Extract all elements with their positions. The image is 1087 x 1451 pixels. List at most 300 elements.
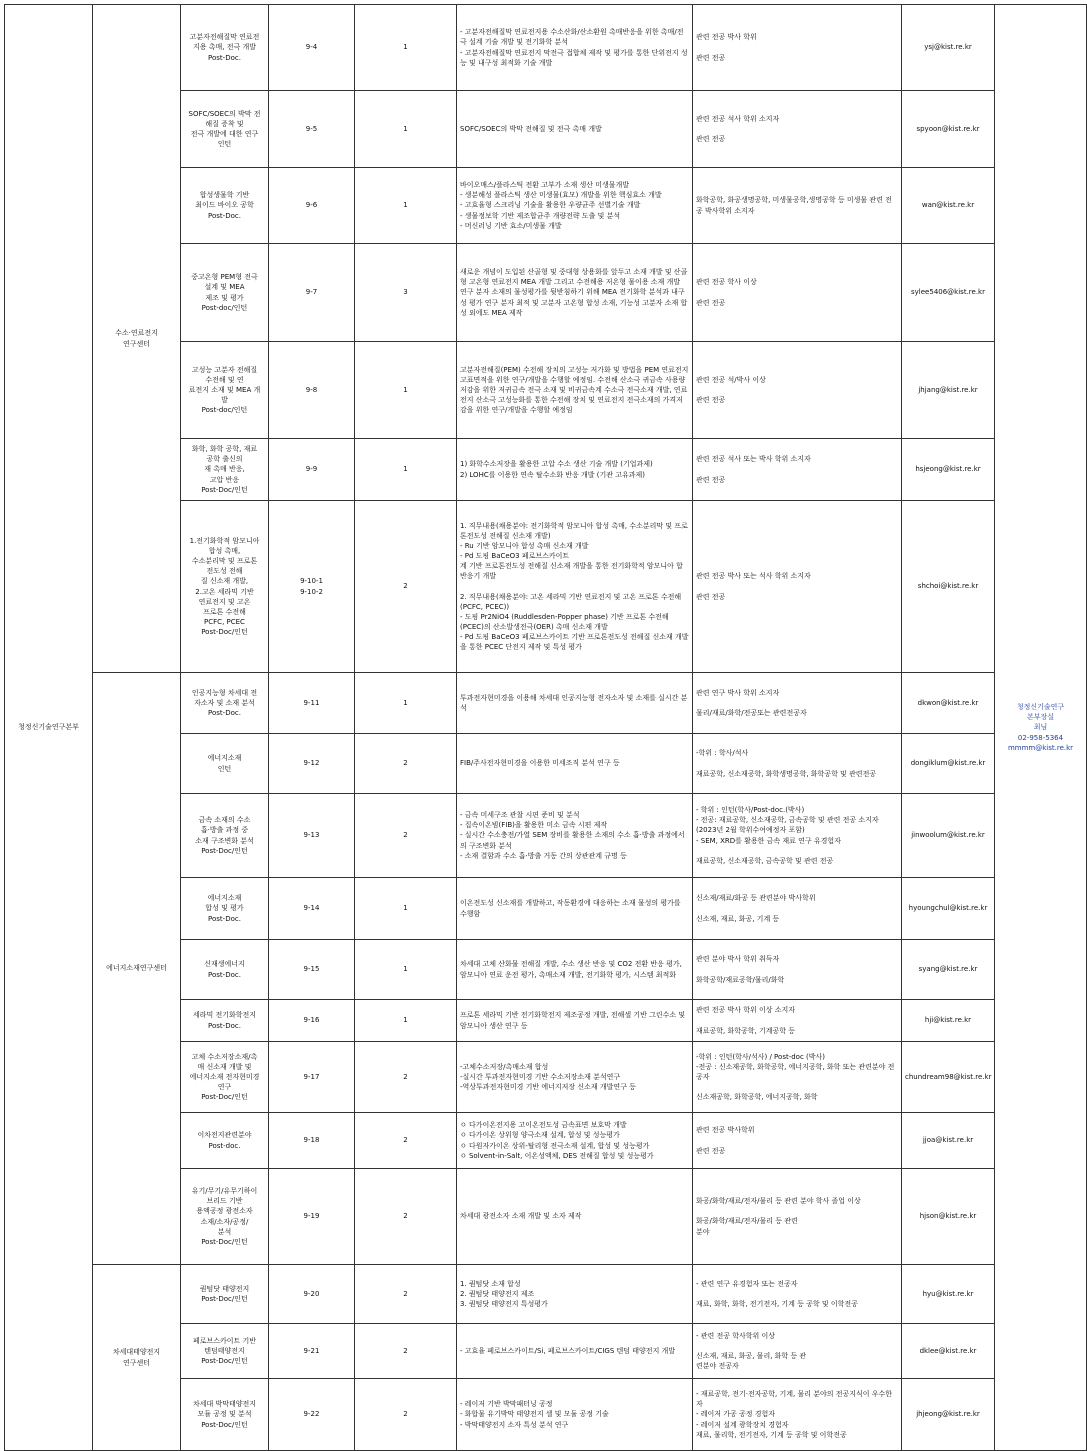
count-cell	[355, 1379, 457, 1451]
count-cell-text: 1	[403, 43, 408, 52]
qualification-cell	[693, 1379, 902, 1451]
count-cell-text: 2	[403, 831, 408, 840]
position-cell	[181, 501, 269, 673]
qualification-line: 관련 전공 석/박사 이상	[696, 375, 766, 384]
position-cell-text: 차세대 박막태양전지 모듈 공정 및 분석 Post-Doc/인턴	[192, 1400, 257, 1429]
count-cell	[355, 1169, 457, 1265]
qualification-line: -학위 : 인턴(학사/석사) / Post-doc (박사)	[696, 1052, 826, 1061]
duties-cell	[457, 1113, 693, 1169]
email-cell	[902, 1000, 995, 1042]
count-cell	[355, 1000, 457, 1042]
position-cell-text: 에너지소재 인턴	[207, 754, 242, 773]
position-cell-text: 이차전지관련분야 Post-doc.	[197, 1131, 252, 1150]
line-gap	[696, 385, 898, 395]
qualification-line: 재료공학, 신소재공학, 금속공학 및 관련 전공	[696, 856, 834, 865]
code-cell-text: 9-19	[303, 1212, 320, 1221]
code-cell	[269, 734, 355, 794]
email-cell-text: shchoi@kist.re.kr	[917, 582, 979, 591]
code-cell	[269, 244, 355, 342]
qualification-line: - 재료공학, 전기·전자공학, 기계, 물리 분야의 전공지식이 우수한 자	[696, 1390, 893, 1409]
duty-line: ㅇ 다가이온 상위형 양극소재 설계, 합성 및 성능평가	[460, 1131, 620, 1140]
duty-line: 2) LOHC를 이용한 연속 탈수소화 반응 개발 (기관 고유과제)	[460, 470, 645, 479]
count-cell-text: 2	[403, 1136, 408, 1145]
email-cell	[902, 501, 995, 673]
position-cell	[181, 794, 269, 878]
duty-line: 바이오매스/플라스틱 전환 고부가 소재 생산 미생물개발	[460, 181, 630, 190]
qualification-line: 재료, 물리학, 전기전자, 기계 등 공학 및 이학전공	[696, 1430, 847, 1439]
line-gap	[696, 43, 898, 53]
code-cell	[269, 1265, 355, 1324]
qualification-line: 재료, 화학, 화학, 전기전자, 기계 등 공학 및 이학전공	[696, 1300, 858, 1308]
position-cell-text: 고체 수소저장소재/촉 매 신소재 개발 및 에너지소재 전자현미경 연구 Post-Doc/인턴	[189, 1052, 260, 1102]
table-row	[5, 5, 1087, 91]
center-cell	[93, 5, 181, 673]
count-cell-text: 2	[403, 1346, 408, 1355]
email-cell	[902, 673, 995, 734]
qualification-line: 관련 분야 박사 학위 취득자	[696, 955, 780, 964]
center-cell-text: 에너지소재연구센터	[106, 964, 167, 973]
qualification-cell	[693, 1169, 902, 1265]
position-cell	[181, 1113, 269, 1169]
qualification-cell	[693, 5, 902, 91]
table-row	[5, 673, 1087, 734]
email-cell-text: dkwon@kist.re.kr	[917, 698, 979, 707]
contact-line: 본부장실	[1026, 713, 1055, 722]
qualification-line: 관련 전공	[696, 592, 726, 601]
duties-cell	[457, 168, 693, 244]
duty-line: -고체수소저장/촉매소재 합성	[460, 1062, 549, 1071]
code-cell-text: 9-6	[305, 201, 318, 210]
code-cell-text: 9-7	[305, 288, 318, 297]
qualification-line: 관련 전공	[696, 53, 726, 62]
qualification-line: -학위 : 학사/석사	[696, 749, 749, 758]
duty-line: - 고분자전해질막 연료전지 막전극 접합체 제작 및 평가를 통한 단위전지 성능 및 내구성 최적화 기술 개발	[460, 48, 688, 67]
code-cell-text: 9-15	[303, 965, 320, 974]
duty-line: -실시간 투과전자현미경 기반 수소저장소재 분석연구	[460, 1072, 621, 1081]
qualification-cell	[693, 342, 902, 439]
email-cell-text: jinwoolum@kist.re.kr	[911, 831, 985, 840]
qualification-line: 화공/화학/재료/전자/물리 등 관련 분야 학사 졸업 이상	[696, 1197, 861, 1206]
duty-line: - 소재 결함과 수소 흡·방출 거동 간의 상관관계 규명 등	[460, 851, 627, 860]
line-gap	[696, 288, 898, 298]
qualification-line: 관련 전공	[696, 475, 726, 484]
center-cell-text: 차세대태양전지 연구센터	[112, 1348, 161, 1367]
contact-line: mmmm@kist.re.kr	[1007, 743, 1074, 752]
qualification-line: 화학공학/재료공학/물리/화학	[696, 975, 785, 984]
position-cell	[181, 91, 269, 168]
position-cell	[181, 1265, 269, 1324]
contact-cell	[995, 5, 1087, 1451]
qualification-cell	[693, 168, 902, 244]
qualification-line: 관련 전공 학사 이상	[696, 278, 757, 287]
qualification-line: 관련 전공	[696, 1146, 726, 1155]
line-gap	[696, 124, 898, 134]
duty-line: 1) 화학수소저장을 활용한 고압 수소 생산 기술 개발 (기업과제)	[460, 460, 653, 469]
position-cell	[181, 1042, 269, 1113]
position-cell-text: 화학, 화학 공학, 재료 공학 출신의 재 촉매 반응, 고압 반응 Post-Doc/인턴	[191, 445, 258, 494]
email-cell-text: syang@kist.re.kr	[918, 965, 978, 974]
email-cell	[902, 168, 995, 244]
line-gap	[696, 698, 898, 708]
code-cell	[269, 673, 355, 734]
email-cell	[902, 1113, 995, 1169]
duty-line: - 생물정보학 기반 제조합균주 개량전략 도출 및 분석	[460, 211, 621, 220]
qualification-cell	[693, 878, 902, 940]
count-cell	[355, 501, 457, 673]
email-cell-text: hsjeong@kist.re.kr	[915, 465, 981, 474]
duty-line: - 고분자전해질막 연료전지용 수소산화/산소환원 촉매반응을 위한 촉매/전극 설계 기술 개발 및 전기화학 분석	[460, 28, 684, 47]
email-cell	[902, 1265, 995, 1324]
email-cell-text: hyoungchul@kist.re.kr	[908, 904, 988, 913]
count-cell	[355, 342, 457, 439]
code-cell-text: 9-14	[303, 904, 320, 913]
count-cell-text: 2	[403, 1212, 408, 1221]
line-gap	[696, 904, 898, 914]
count-cell-text: 2	[403, 1410, 408, 1419]
code-cell-text: 9-10-1 9-10-2	[300, 577, 323, 596]
email-cell-text: sylee5406@kist.re.kr	[911, 288, 985, 297]
position-cell-text: 고성능 고분자 전해질 수전해 및 연 료전지 소재 및 MEA 개 발 Post-doc/인턴	[188, 365, 261, 415]
duty-line: 1. 퀀텀닷 소재 합성	[460, 1279, 521, 1288]
line-gap	[696, 1341, 898, 1351]
email-cell-text: hjson@kist.re.kr	[919, 1212, 977, 1221]
qualification-cell	[693, 244, 902, 342]
duty-line: ㅇ 다가이온전지용 고이온전도성 금속표면 보호막 개발	[460, 1121, 627, 1130]
code-cell	[269, 940, 355, 1000]
count-cell	[355, 5, 457, 91]
email-cell-text: dklee@kist.re.kr	[919, 1346, 977, 1355]
code-cell	[269, 342, 355, 439]
duty-line: FIB/주사전자현미경을 이용한 미세조직 분석 연구 등	[460, 759, 620, 768]
qualification-cell	[693, 1265, 902, 1324]
duty-line: 프로톤 세라믹 기반 전기화학전지 제조공정 개발, 전해셀 기반 그린수소 및 암모니아 생산 연구 등	[460, 1011, 686, 1030]
position-cell	[181, 1000, 269, 1042]
qualification-cell	[693, 1042, 902, 1113]
contact-line: 최님	[1033, 723, 1048, 732]
qualification-line: 관련 연구 박사 학위 소지자	[696, 688, 780, 697]
count-cell-text: 1	[403, 385, 408, 394]
table-row	[5, 1265, 1087, 1324]
duty-line: 차세대 고체 산화물 전해질 개발, 수소 생산 반응 및 CO2 전환 반응 평가, 암모니아 연료 운전 평가, 촉매소재 개발, 전기화학 평가, 시스템 최적화	[460, 960, 682, 979]
duties-cell	[457, 734, 693, 794]
count-cell	[355, 878, 457, 940]
qualification-cell	[693, 1000, 902, 1042]
line-gap	[460, 582, 689, 592]
qualification-line: 신소재, 재료, 화공, 물리, 화학 등 관	[696, 1351, 807, 1360]
position-cell-text: 1.전기화학적 암모니아 합성 촉매, 수소분리막 및 프로톤 전도성 전해 질 신소재 개발, 2.고온 세라믹 기반 연료전지 및 고온 프로톤 수전해 PCFC, PCEC Post-Doc/인턴	[189, 536, 260, 637]
code-cell-text: 9-18	[303, 1136, 320, 1145]
duties-cell	[457, 1265, 693, 1324]
qualification-line: 화공/화학/재료/전자/물리 등 관련	[696, 1217, 798, 1226]
contact-line: 청정신기술연구	[1016, 703, 1065, 712]
count-cell	[355, 794, 457, 878]
count-cell-text: 2	[403, 582, 408, 591]
code-cell-text: 9-12	[303, 759, 320, 768]
code-cell-text: 9-17	[303, 1072, 320, 1081]
duty-line: - 고효율형 스크리닝 기술을 활용한 우량균주 선별기술 개발	[460, 201, 641, 210]
count-cell-text: 3	[403, 288, 408, 297]
position-cell-text: SOFC/SOEC의 박막 전 해질 증착 및 전극 개발에 대한 연구 인턴	[188, 109, 261, 149]
position-cell	[181, 734, 269, 794]
count-cell	[355, 1042, 457, 1113]
duty-line: - 집속이온빔(FIB)을 활용한 미소 금속 시편 제작	[460, 821, 608, 830]
qualification-line: -전공 : 신소재공학, 화학공학, 에너지공학, 화학 또는 관련분야 전공자	[696, 1062, 895, 1081]
code-cell	[269, 1113, 355, 1169]
duty-line: 2. 퀀텀닷 태양전지 제조	[460, 1289, 535, 1298]
email-cell	[902, 1379, 995, 1451]
position-cell-text: 퀀텀닷 태양전지 Post-Doc/인턴	[199, 1284, 250, 1303]
count-cell-text: 1	[403, 965, 408, 974]
qualification-line: 관련 전공 석사 또는 박사 학위 소지자	[696, 455, 811, 464]
qualification-line: 련분야 전공자	[696, 1362, 739, 1371]
email-cell-text: spyoon@kist.re.kr	[916, 124, 980, 133]
duties-cell	[457, 244, 693, 342]
duties-cell	[457, 91, 693, 168]
duties-cell	[457, 1169, 693, 1265]
duties-cell	[457, 501, 693, 673]
code-cell-text: 9-9	[305, 465, 318, 474]
count-cell-text: 1	[403, 698, 408, 707]
duty-line: - 머신러닝 기반 효소/미생물 개발	[460, 221, 562, 230]
duties-cell	[457, 1324, 693, 1379]
duty-line: - 화합물 유기박막 태양전지 셀 및 모듈 공정 기술	[460, 1410, 609, 1419]
position-cell-text: 세라믹 전기화학전지 Post-Doc.	[192, 1011, 257, 1030]
qualification-line: - SEM, XRD를 활용한 금속 재료 연구 유경험자	[696, 836, 841, 845]
duty-line: ㅇ 다원자가이온 상위-탈리형 전극소재 설계, 합성 및 성능평가	[460, 1141, 650, 1150]
email-cell	[902, 5, 995, 91]
duties-cell	[457, 673, 693, 734]
email-cell	[902, 342, 995, 439]
position-cell	[181, 673, 269, 734]
center-cell	[93, 673, 181, 1265]
email-cell	[902, 91, 995, 168]
count-cell	[355, 734, 457, 794]
qualification-line: 재료공학, 신소재공학, 화학생명공학, 화학공학 및 관련전공	[696, 769, 877, 778]
center-cell-text: 수소·연료전지 연구센터	[115, 329, 158, 348]
email-cell	[902, 1169, 995, 1265]
duties-cell	[457, 1379, 693, 1451]
position-cell	[181, 342, 269, 439]
count-cell	[355, 673, 457, 734]
duties-cell	[457, 940, 693, 1000]
duties-cell	[457, 5, 693, 91]
email-cell	[902, 940, 995, 1000]
count-cell-text: 1	[403, 201, 408, 210]
position-cell	[181, 5, 269, 91]
qualification-line: - 학위 : 인턴(학사/Post-doc.(박사)	[696, 806, 805, 815]
duty-line: 3. 퀀텀닷 태양전지 특성평가	[460, 1300, 548, 1309]
duty-line: - 고효율 페로브스카이트/Si, 페로브스카이트/CIGS 텐덤 태양전지 개발	[460, 1346, 676, 1355]
email-cell-text: jjoa@kist.re.kr	[922, 1136, 974, 1145]
count-cell	[355, 940, 457, 1000]
email-cell-text: hyu@kist.re.kr	[922, 1289, 974, 1298]
email-cell-text: hji@kist.re.kr	[924, 1016, 972, 1025]
qualification-cell	[693, 439, 902, 501]
qualification-cell	[693, 734, 902, 794]
duty-line: ㅇ Solvent-in-Salt, 이온성액체, DES 전해질 합성 및 성능평가	[460, 1151, 654, 1160]
duty-line: -역상투과전자현미경 기반 에너지저장 신소재 개발연구 등	[460, 1083, 636, 1092]
code-cell	[269, 168, 355, 244]
position-cell-text: 합성생물학 기반 최이드 바이오 공학 Post-Doc.	[195, 191, 254, 220]
code-cell-text: 9-8	[305, 385, 318, 394]
duty-line: 2. 직무내용(채용분야: 고온 세라믹 기반 연료전지 및 고온 프로톤 수전해 (PCFC, PCEC))	[460, 592, 682, 611]
count-cell-text: 1	[403, 465, 408, 474]
email-cell	[902, 794, 995, 878]
qualification-cell	[693, 940, 902, 1000]
duty-line: 투과전자현미경을 이용해 차세대 인공지능형 전자소자 및 소재를 실시간 분석	[460, 693, 688, 712]
code-cell-text: 9-22	[303, 1410, 320, 1419]
qualification-line: 관련 전공	[696, 298, 726, 307]
code-cell	[269, 91, 355, 168]
duty-line: 계 기반 프로톤전도성 전해질 신소재 개발을 통한 전기화학적 암모니아 합 반응기 개발	[460, 562, 683, 581]
email-cell-text: dongiklum@kist.re.kr	[910, 759, 986, 768]
code-cell-text: 9-4	[305, 43, 318, 52]
duty-line: - Pd 도핑 BaCeO3 페로브스카이트 기반 프로톤전도성 전해질 신소재 개발을 통한 PCEC 단전지 제작 및 특성 평가	[460, 633, 689, 652]
code-cell	[269, 1042, 355, 1113]
position-cell	[181, 168, 269, 244]
line-gap	[696, 965, 898, 975]
duty-line: - 실시간 수소충전/가열 SEM 장비를 활용한 소재의 수소 흡·방출 과정에서의 구조변화 분석	[460, 831, 685, 850]
qualification-line: 관련 전공	[696, 396, 726, 404]
code-cell-text: 9-20	[303, 1289, 320, 1298]
line-gap	[696, 1136, 898, 1146]
count-cell-text: 1	[403, 1016, 408, 1025]
code-cell	[269, 439, 355, 501]
qualification-line: 관련 전공 박사 학위	[696, 33, 757, 42]
qualification-line: 신소재/재료/화공 등 관련분야 박사학위	[696, 894, 816, 903]
position-cell-text: 에너지소재 합성 및 평가 Post-Doc.	[205, 894, 244, 923]
line-gap	[696, 1289, 898, 1299]
position-cell-text: 신재생에너지 Post-Doc.	[204, 960, 245, 979]
duties-cell	[457, 794, 693, 878]
duty-line: - 금속 미세구조 관찰 시편 준비 및 분석	[460, 811, 580, 820]
count-cell-text: 2	[403, 1289, 408, 1298]
position-cell	[181, 1169, 269, 1265]
line-gap	[696, 1016, 898, 1026]
position-cell-text: 금속 소재의 수소 흡·방출 과정 중 소재 구조변화 분석 Post-Doc/인턴	[195, 816, 254, 855]
position-cell-text: 유기/무기/유무기하이 브리드 기반 용액공정 광전소자 소재/소자/공정/ 분석 Post-Doc/인턴	[191, 1187, 258, 1246]
email-cell	[902, 439, 995, 501]
qualification-line: 분야	[696, 1227, 710, 1236]
duty-line: 이온전도성 신소재를 개발하고, 작동환경에 대응하는 소재 물성의 평가를 수행함	[460, 899, 681, 918]
institute-cell	[5, 5, 93, 1451]
duty-line: - 레이저 기반 박막패터닝 공정	[460, 1400, 553, 1409]
qualification-cell	[693, 1324, 902, 1379]
qualification-cell	[693, 1113, 902, 1169]
duty-line: - Ru 기반 암모니아 합성 촉매 신소재 개발	[460, 541, 589, 550]
line-gap	[696, 759, 898, 769]
qualification-line: 신소재, 재료, 화공, 기계 등	[696, 914, 780, 923]
duty-line: - Pd 도핑 BaCeO3 페로브스카이트	[460, 552, 570, 561]
line-gap	[696, 846, 898, 856]
code-cell	[269, 1169, 355, 1265]
qualification-cell	[693, 673, 902, 734]
email-cell	[902, 1042, 995, 1113]
code-cell	[269, 878, 355, 940]
position-cell	[181, 244, 269, 342]
count-cell	[355, 1265, 457, 1324]
email-cell	[902, 1324, 995, 1379]
code-cell-text: 9-13	[303, 831, 320, 840]
position-cell	[181, 1379, 269, 1451]
duty-line: 1. 직무내용(채용분야: 전기화학적 암모니아 합성 촉매, 수소분리막 및 프로톤전도성 전해질 신소재 개발)	[460, 521, 688, 540]
code-cell	[269, 1379, 355, 1451]
code-cell-text: 9-11	[303, 698, 320, 707]
line-gap	[696, 1206, 898, 1216]
qualification-line: - 레이저 설계 광학장치 경험자	[696, 1420, 789, 1429]
count-cell	[355, 168, 457, 244]
qualification-line: 화학공학, 화공생명공학, 미생물공학,생명공학 등 미생물 관련 전공 박사학위 소지자	[696, 196, 892, 215]
qualification-cell	[693, 794, 902, 878]
duty-line: - 생분해성 플라스틱 생산 미생물(효모) 개발을 위한 핵심효소 개발	[460, 191, 662, 200]
qualification-line: 관련 전공 박사 또는 석사 학위 소지자	[696, 572, 811, 581]
code-cell	[269, 1324, 355, 1379]
duty-line: - 도핑 Pr2NiO4 (Ruddlesden-Popper phase) 기반 프로톤 수전해(PCEC)의 산소발생전극(OER) 촉매 신소재 개발	[460, 612, 669, 631]
email-cell	[902, 244, 995, 342]
duties-cell	[457, 342, 693, 439]
qualification-line: 관련 전공 석사 학위 소지자	[696, 114, 780, 123]
code-cell-text: 9-21	[303, 1346, 320, 1355]
position-cell	[181, 439, 269, 501]
count-cell-text: 1	[403, 904, 408, 913]
qualification-line: - 관련 연구 유경험자 또는 전공자	[696, 1279, 798, 1288]
line-gap	[696, 1082, 898, 1092]
duty-line: - 박막태양전지 소자 특성 분석 연구	[460, 1420, 569, 1429]
position-cell-text: 고분자전해질막 연료전 지용 촉매, 전극 개발 Post-Doc.	[189, 33, 260, 62]
code-cell	[269, 794, 355, 878]
count-cell-text: 1	[403, 124, 408, 133]
qualification-line: 신소재공학, 화학공학, 에너지공학, 화학	[696, 1093, 818, 1102]
position-cell	[181, 878, 269, 940]
duties-cell	[457, 878, 693, 940]
qualification-line: 물리/재료/화학/전공또는 관련전공자	[696, 709, 807, 717]
code-cell	[269, 501, 355, 673]
institute-cell-text: 청정신기술연구본부	[18, 723, 79, 732]
recruitment-table	[4, 4, 1087, 1451]
position-cell-text: 페로브스카이트 기반 텐덤태양전지 Post-Doc/인턴	[192, 1336, 257, 1366]
count-cell	[355, 439, 457, 501]
contact-line: 02-958-5364	[1017, 733, 1064, 742]
email-cell-text: chundream98@kist.re.kr	[905, 1072, 992, 1081]
qualification-line: 관련 전공 박사 학위 이상 소지자	[696, 1006, 796, 1015]
duties-cell	[457, 1042, 693, 1113]
position-cell-text: 인공지능형 차세대 전 자소자 및 소재 분석 Post-Doc.	[191, 688, 258, 718]
email-cell-text: jhjang@kist.re.kr	[918, 385, 978, 394]
qualification-cell	[693, 91, 902, 168]
qualification-line: - 레이저 가공 공정 경험자	[696, 1410, 776, 1419]
line-gap	[696, 465, 898, 475]
email-cell-text: wan@kist.re.kr	[921, 201, 975, 210]
center-cell	[93, 1265, 181, 1451]
code-cell-text: 9-16	[303, 1016, 320, 1025]
position-cell	[181, 940, 269, 1000]
code-cell-text: 9-5	[305, 124, 318, 133]
email-cell	[902, 878, 995, 940]
duty-line: 새로운 개념이 도입된 산골형 및 중대형 상용화를 앞두고 소재 개발 및 산골형 고온형 연료전지 MEA 개발 그리고 수전해용 저온형 물이용 소재 개발 연구 분자 소재의 물성평가를 뒷받침하기 위해 MEA 전기화학 분석과 내구성 평가 연구 분자 최적 및 고분자 고온형 합성 소재, 기능성 고분자 소재 합성 외에도 MEA 제작	[460, 268, 688, 317]
code-cell	[269, 1000, 355, 1042]
line-gap	[696, 582, 898, 592]
qualification-cell	[693, 501, 902, 673]
position-cell	[181, 1324, 269, 1379]
position-cell-text: 중고온형 PEM형 전극 설계 및 MEA 제조 및 평가 Post-doc/인턴	[191, 273, 258, 312]
duty-line: 차세대 광전소자 소재 개발 및 소자 제작	[460, 1212, 582, 1221]
count-cell-text: 2	[403, 1072, 408, 1081]
duty-line: 고분자전해질(PEM) 수전해 장치의 고성능 저가화 및 방법을 PEM 연료전지 고표면적을 위한 연구/개발을 수행할 예정임. 수전해 산소극 귀금속 사용량 저감을 위한 저귀금속 전극 소재 및 비귀금속계 수소극 전극소재 개발, 연료전지 산소극 고성능화를 통한 수전해 장치 및 연료전지 전극소재의 가격저감을 위한 연구/개발을 수행할 예정임	[460, 365, 689, 415]
code-cell	[269, 5, 355, 91]
email-cell	[902, 734, 995, 794]
qualification-line: 관련 전공	[696, 135, 726, 143]
count-cell	[355, 1113, 457, 1169]
